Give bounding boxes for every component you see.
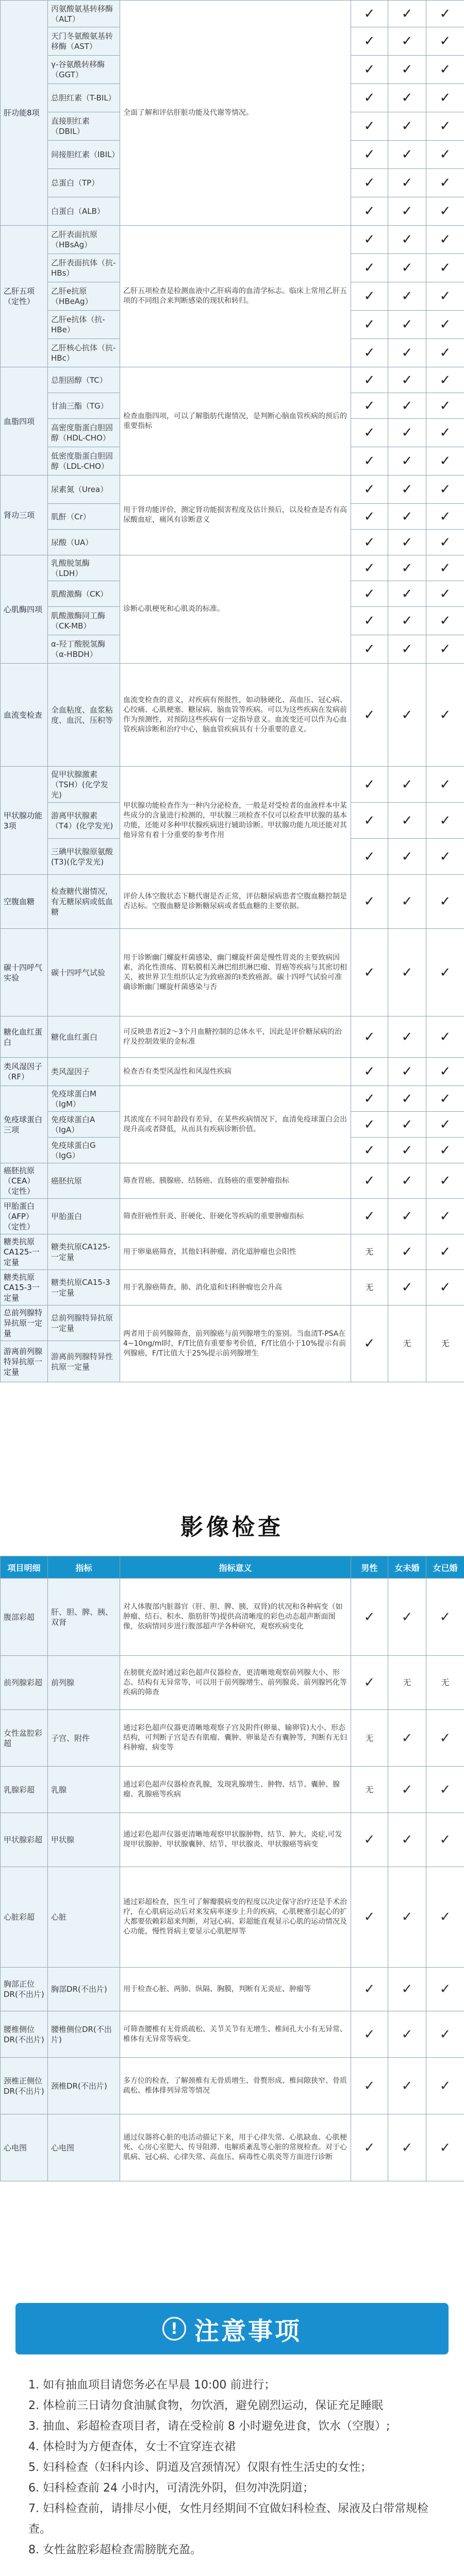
meaning-pelvic-ultrasound: 通过彩色超声仪器更清晰地观察子宫及附件(卵巢、输卵管)大小、形态结构，可判断子宫是否有肌瘤、囊肿、卵巢是否有囊肿等，判断有无妇科肿瘤、病变等	[120, 1710, 351, 1767]
check-mark: ✓	[426, 419, 464, 447]
check-mark: ✓	[426, 2058, 464, 2114]
category-immunoglobulin: 免疫球蛋白三项	[1, 1086, 48, 1163]
meaning-lumbar-dr: 可筛查腰椎有无骨质疏松、关节关节有无增生、椎间孔大小有无异常、椎体有无异常等病变。	[120, 2011, 351, 2058]
check-mark: ✓	[426, 1086, 464, 1112]
check-mark: ✓	[388, 803, 426, 839]
note-item: 6. 妇科检查前 24 小时内，可清洗外阴，但勿冲洗阴道；	[28, 2482, 314, 2495]
meaning-cardiac-ultrasound: 通过彩超检查，医生可了解瓣膜病变的程度以决定保守治疗还是手术治疗，在心肌病运动后对来发病率逐步上升的疾病，心肌梗塞引起心的扩大都要依赖彩超来判断，对冠心病、彩超能直观显示心肌的运动情况及心功能，慢性肾病主要显示心肌肥厚等	[120, 1867, 351, 1968]
note-item: 8. 女性盆腔彩超检查需膀胱充盈。	[28, 2544, 202, 2556]
check-mark: ✓	[426, 1767, 464, 1813]
check-mark: ✓	[388, 367, 426, 393]
item-ibil: 间接胆红素（IBIL）	[48, 141, 120, 169]
item-anti-hbc: 乙肝核心抗体（抗-HBc）	[48, 339, 120, 367]
check-mark: ✓	[351, 664, 388, 767]
check-mark: ✓	[426, 504, 464, 530]
notes-list	[28, 2375, 441, 2561]
check-mark: ✓	[426, 555, 464, 581]
check-mark: ✓	[351, 555, 388, 581]
item-ldl: 低密度脂蛋白胆固醇（LDL-CHO）	[48, 447, 120, 476]
meaning-c14-breath-test: 用于诊断幽门螺旋杆菌感染，幽门螺旋杆菌是慢性胃炎的主要致病因素，消化性溃疡、胃粘膜相关淋巴组织淋巴瘤、胃癌等疾病与其密切相关，被世界卫生组织认定为致癌源的I类致癌源。碳十四呼气试验可准确诊断幽门螺旋杆菌感染与否	[120, 929, 351, 1016]
check-mark: ✓	[426, 254, 464, 282]
item-cr: 肌酐（Cr）	[48, 504, 120, 530]
check-mark: ✓	[426, 197, 464, 226]
meaning-fasting-glucose: 评价人体空腹状态下糖代谢是否正常，评估糖尿病患者空腹血糖控制是否达标。空腹血糖是诊断糖尿病或者低血糖的主要依据。	[120, 875, 351, 929]
check-mark: ✓	[426, 112, 464, 141]
check-mark: ✓	[351, 311, 388, 339]
item-fasting-glucose: 检查糖代谢情况，有无糖尿病或低血糖	[48, 875, 120, 929]
header-male: 男性	[351, 1556, 388, 1579]
check-mark: ✓	[388, 607, 426, 635]
check-mark: ✓	[426, 1163, 464, 1199]
check-mark: ✓	[351, 1656, 388, 1710]
check-mark: ✓	[426, 929, 464, 1016]
meaning-immunoglobulin: 其浓度在不同年龄段有差异，在某些疾病情况下，血清免疫球蛋白会出现升高或者降低，从而具有疾病诊断价值。	[120, 1086, 351, 1163]
notes-banner	[15, 2303, 449, 2354]
meaning-ca125: 用于卵巢癌筛查，其他妇科肿瘤、消化道肿瘤也会阳性	[120, 1234, 351, 1270]
item-ca125: 糖类抗原CA125-一定量	[48, 1234, 120, 1270]
check-mark: ✓	[351, 112, 388, 141]
item-prostate-ultrasound: 前列腺	[48, 1656, 120, 1710]
category-lumbar-dr: 腰椎侧位DR(不出片)	[1, 2011, 48, 2058]
item-tsh: 促甲状腺激素（TSH）(化学发光)	[48, 767, 120, 803]
header-category: 项目明细	[1, 1556, 48, 1579]
item-ua: 尿酸（UA）	[48, 530, 120, 555]
check-mark: ✓	[388, 1234, 426, 1270]
category-cardiac-ultrasound: 心脏彩超	[1, 1867, 48, 1968]
item-blood-rheology: 全血粘度、血浆粘度、血沉、压积等	[48, 664, 120, 767]
item-anti-hbe: 乙肝e抗体（抗-HBe）	[48, 311, 120, 339]
check-mark: ✓	[351, 929, 388, 1016]
check-mark: ✓	[388, 226, 426, 254]
item-hbdh: α-羟丁酸脱氢酶（α-HBDH）	[48, 635, 120, 664]
meaning-breast-ultrasound: 通过彩色超声仪器检查乳腺，发现乳腺增生、肿物、结节、囊肿、腺瘤、乳腺癌等疾病	[120, 1767, 351, 1813]
meaning-rheumatoid-factor: 检查否有类型风湿性和风湿性疾病	[120, 1058, 351, 1086]
check-mark: ✓	[388, 664, 426, 767]
check-mark: ✓	[351, 393, 388, 419]
meaning-blood-rheology: 血流变检查的意义，对疾病有预报性，如动脉硬化、高血压、冠心病、心绞痛、心肌梗塞、糖尿病、脑血管等疾病。可以为这些疾病在发病前作为预测性，对预防这些疾病有一定指导意义。血流变还可以作为心血管疾病诊断和治疗中心，脑血管疾病具有十分重要的意义。	[120, 664, 351, 767]
check-mark: ✓	[351, 27, 388, 56]
check-mark: ✓	[351, 282, 388, 311]
category-pelvic-ultrasound: 女性盆腔彩超	[1, 1710, 48, 1767]
meaning-abdominal-ultrasound: 对人体腹部内脏器官（肝、胆、脾、胰、双肾)的状况和各种病变（如肿瘤、结石、积水、脂肪肝等)提供高清晰度的彩色动态超声断面图像，依病情同步进行腹部超声学各种研究，观察疾病变化	[120, 1579, 351, 1656]
item-hdl: 高密度脂蛋白胆固醇（HDL-CHO）	[48, 419, 120, 447]
category-thyroid: 甲状腺功能3项	[1, 767, 48, 875]
category-ca153: 糖类抗原CA15-3一定量	[1, 1270, 48, 1306]
meaning-psa: 两者用于前列腺筛查，前列腺癌与前列腺增生的鉴别。当血清T-PSA在4~10ng/ml时，F/T比值有重要参考价值，F/T比值小于10%提示有前列腺癌，F/T比值大于25%提示前列腺增生	[120, 1306, 351, 1382]
item-thyroid-ultrasound: 甲状腺	[48, 1813, 120, 1867]
item-ldh: 乳酸脱氢酶（LDH）	[48, 555, 120, 581]
check-mark: ✓	[426, 1058, 464, 1086]
category-prostate-ultrasound: 前列腺彩超	[1, 1656, 48, 1710]
check-mark: ✓	[426, 664, 464, 767]
check-mark: ✓	[388, 476, 426, 504]
check-mark: ✓	[426, 767, 464, 803]
category-lipids: 血脂四项	[1, 367, 48, 476]
category-cardiac-enzymes: 心肌酶四项	[1, 555, 48, 664]
female-married-none: 无	[426, 1656, 464, 1710]
item-free-psa: 游离前列腺特异性抗原一定量	[48, 1341, 120, 1382]
check-mark: ✓	[426, 839, 464, 875]
check-mark: ✓	[351, 254, 388, 282]
meaning-lipids: 检查血脂四项，可以了解脂肪代谢情况，是判断心脑血管疾病的预后的重要指标	[120, 367, 351, 476]
check-mark: ✓	[351, 1579, 388, 1656]
check-mark: ✓	[426, 1867, 464, 1968]
check-mark: ✓	[426, 84, 464, 112]
check-mark: ✓	[388, 56, 426, 84]
check-mark: ✓	[426, 1112, 464, 1138]
check-mark: ✓	[351, 504, 388, 530]
check-mark: ✓	[388, 447, 426, 476]
item-ast: 天门冬氨酸氨基转移酶（AST）	[48, 27, 120, 56]
meaning-chest-dr: 用于检查心脏、两肺、纵隔、胸膜，判断有无炎症、肿瘤等	[120, 1968, 351, 2011]
check-mark: ✓	[388, 635, 426, 664]
check-mark: ✓	[388, 504, 426, 530]
check-mark: ✓	[351, 2058, 388, 2114]
check-mark: ✓	[388, 1199, 426, 1234]
check-mark: ✓	[426, 339, 464, 367]
meaning-renal: 用于肾功能评价，测定肾功能损害程度及估计预后，以及检查是否有高尿酸血症，痛风有诊断意义	[120, 476, 351, 555]
check-mark: ✓	[388, 839, 426, 875]
meaning-hba1c: 可反映患者近2～3个月血糖控制的总体水平，因此是评价糖尿病的治疗及控制效果的金标准	[120, 1016, 351, 1058]
check-mark: ✓	[388, 27, 426, 56]
category-afp: 甲胎蛋白（AFP）（定性）	[1, 1199, 48, 1234]
item-abdominal-ultrasound: 肝、胆、脾、胰、双肾	[48, 1579, 120, 1656]
note-item: 3. 抽血、彩超检查项目者，请在受检前 8 小时避免进食，饮水（空腹）;	[28, 2420, 390, 2433]
check-mark: ✓	[351, 2114, 388, 2181]
category-total-psa: 总前列腺特异抗原一定量	[1, 1306, 48, 1341]
item-ca153: 糖类抗原CA15-3一定量	[48, 1270, 120, 1306]
check-mark: ✓	[388, 254, 426, 282]
check-mark: ✓	[351, 803, 388, 839]
check-mark: ✓	[351, 141, 388, 169]
meaning-afp: 筛查肝癌性肝炎、肝硬化、肝硬化等疾病的重要肿瘤指标	[120, 1199, 351, 1234]
check-mark: ✓	[351, 581, 388, 607]
check-mark: ✓	[426, 607, 464, 635]
male-none: 无	[351, 1710, 388, 1767]
check-mark: ✓	[388, 2011, 426, 2058]
item-pelvic-ultrasound: 子宫、附件	[48, 1710, 120, 1767]
meaning-hepatitis-b: 乙肝五项检查是检测血液中乙肝病毒的血清学标志。临床上常用乙肝五项的不同组合来判断感染的现状和转归。	[120, 226, 351, 367]
category-chest-dr: 胸部正位DR(不出片)	[1, 1968, 48, 2011]
check-mark: ✓	[351, 767, 388, 803]
check-mark: ✓	[351, 875, 388, 929]
item-cervical-dr: 颈椎DR(不出片)	[48, 2058, 120, 2114]
check-mark: ✓	[388, 1016, 426, 1058]
check-mark: ✓	[351, 1086, 388, 1112]
check-mark: ✓	[388, 1710, 426, 1767]
meaning-liver: 全面了解和评估肝脏功能及代谢等情况。	[120, 1, 351, 226]
item-ft4: 游离甲状腺素（T4）(化学发光)	[48, 803, 120, 839]
category-renal: 肾功三项	[1, 476, 48, 555]
check-mark: ✓	[426, 803, 464, 839]
category-blood-rheology: 血流变检查	[1, 664, 48, 767]
check-mark: ✓	[426, 27, 464, 56]
check-mark: ✓	[351, 1813, 388, 1867]
check-mark: ✓	[351, 530, 388, 555]
check-mark: ✓	[351, 1138, 388, 1163]
check-mark: ✓	[351, 169, 388, 197]
check-mark: ✓	[426, 1968, 464, 2011]
check-mark: ✓	[388, 1813, 426, 1867]
check-mark: ✓	[426, 1138, 464, 1163]
check-mark: ✓	[388, 311, 426, 339]
check-mark: ✓	[426, 169, 464, 197]
check-mark: ✓	[351, 197, 388, 226]
check-mark: ✓	[426, 311, 464, 339]
check-mark: ✓	[388, 1112, 426, 1138]
item-ecg: 心电图	[48, 2114, 120, 2181]
check-mark: ✓	[426, 476, 464, 504]
check-mark: ✓	[426, 1579, 464, 1656]
check-mark: ✓	[351, 1867, 388, 1968]
check-mark: ✓	[351, 367, 388, 393]
note-item: 1. 如有抽血项目请您务必在早晨 10:00 前进行；	[28, 2379, 276, 2392]
category-free-psa: 游离前列腺特异抗原一定量	[1, 1341, 48, 1382]
header-meaning: 指标意义	[120, 1556, 351, 1579]
item-tg: 甘油三酯（TG）	[48, 393, 120, 419]
check-mark: ✓	[388, 112, 426, 141]
check-mark: ✓	[388, 1163, 426, 1199]
check-mark: ✓	[351, 2011, 388, 2058]
female-unmarried-none: 无	[388, 1306, 426, 1382]
check-mark: ✓	[388, 141, 426, 169]
check-mark: ✓	[351, 635, 388, 664]
check-mark: ✓	[388, 84, 426, 112]
check-mark: ✓	[426, 226, 464, 254]
item-alt: 丙氨酸氨基转移酶（ALT）	[48, 1, 120, 27]
item-anti-hbs: 乙肝表面抗体（抗-HBs）	[48, 254, 120, 282]
category-fasting-glucose: 空腹血糖	[1, 875, 48, 929]
check-mark: ✓	[388, 1867, 426, 1968]
item-alb: 白蛋白（ALB）	[48, 197, 120, 226]
meaning-cea: 筛查胃癌、胰腺癌、结肠癌、直肠癌的重要肿瘤指标	[120, 1163, 351, 1199]
imaging-section-title: 影像检查	[180, 1514, 284, 1540]
category-abdominal-ultrasound: 腹部彩超	[1, 1579, 48, 1656]
check-mark: ✓	[388, 169, 426, 197]
check-mark: ✓	[351, 226, 388, 254]
item-c14-breath-test: 碳十四呼气试验	[48, 929, 120, 1016]
check-mark: ✓	[426, 1, 464, 27]
item-hbsag: 乙肝表面抗原（HBsAg）	[48, 226, 120, 254]
check-mark: ✓	[388, 875, 426, 929]
meaning-thyroid: 甲状腺功能检查作为一种内分泌检查，一般是对受检者的血液样本中某些成分的含量进行检测的，甲状腺三项检查不仅可以检查甲状腺的基本功能，还能对多种甲状腺疾病进行辅助诊断。甲状腺功能九项还能对其他异常有着十分重要的参考作用	[120, 767, 351, 875]
header-female-married: 女已婚	[426, 1556, 464, 1579]
check-mark: ✓	[388, 1968, 426, 2011]
check-mark: ✓	[388, 1, 426, 27]
check-mark: ✓	[388, 929, 426, 1016]
category-cervical-dr: 颈椎正侧位DR(不出片)	[1, 2058, 48, 2114]
check-mark: ✓	[426, 1813, 464, 1867]
check-mark: ✓	[388, 581, 426, 607]
check-mark: ✓	[426, 1199, 464, 1234]
check-mark: ✓	[426, 2011, 464, 2058]
check-mark: ✓	[388, 1138, 426, 1163]
check-mark: ✓	[388, 393, 426, 419]
check-mark: ✓	[351, 1, 388, 27]
item-breast-ultrasound: 乳腺	[48, 1767, 120, 1813]
check-mark: ✓	[388, 282, 426, 311]
check-mark: ✓	[426, 581, 464, 607]
male-none: 无	[351, 1234, 388, 1270]
item-igg: 免疫球蛋白G（IgG）	[48, 1138, 120, 1163]
category-rheumatoid-factor: 类风湿因子（RF）	[1, 1058, 48, 1086]
item-hbeag: 乙肝e抗原（HBeAg）	[48, 282, 120, 311]
meaning-thyroid-ultrasound: 通过彩色超声仪器更清晰地观察甲状腺肿物、结节、肿大、炎症,可发现甲状腺肿、甲状腺囊肿、结节、甲状腺炎、甲状腺癌等病变	[120, 1813, 351, 1867]
item-hba1c: 糖化血红蛋白	[48, 1016, 120, 1058]
check-mark: ✓	[388, 530, 426, 555]
check-mark: ✓	[426, 447, 464, 476]
check-mark: ✓	[351, 1112, 388, 1138]
exclamation-icon: !	[162, 2317, 186, 2341]
check-mark: ✓	[426, 875, 464, 929]
check-mark: ✓	[351, 607, 388, 635]
check-mark: ✓	[351, 1306, 388, 1382]
check-mark: ✓	[351, 447, 388, 476]
check-mark: ✓	[351, 1016, 388, 1058]
category-hepatitis-b: 乙肝五项（定性）	[1, 226, 48, 367]
item-afp: 甲胎蛋白	[48, 1199, 120, 1234]
category-c14-breath-test: 碳十四呼气实验	[1, 929, 48, 1016]
meaning-ca153: 用于乳腺癌筛查，肺、消化道和妇科肿瘤也会升高	[120, 1270, 351, 1306]
item-chest-dr: 胸部DR(不出片)	[48, 1968, 120, 2011]
female-married-none: 无	[426, 1306, 464, 1382]
meaning-prostate-ultrasound: 在膀胱充盈时通过彩色超声仪器检查，更清晰地观察前列腺大小、形态、结构有无异常等，可以用于前列腺增生、前列腺炎、前列腺钙化等疾病的筛查	[120, 1656, 351, 1710]
category-thyroid-ultrasound: 甲状腺彩超	[1, 1813, 48, 1867]
category-ca125: 糖类抗原CA125-一定量	[1, 1234, 48, 1270]
imaging-table	[0, 1556, 464, 2181]
item-ck-mb: 肌酸激酶同工酶（CK-MB）	[48, 607, 120, 635]
check-mark: ✓	[351, 419, 388, 447]
item-cardiac-ultrasound: 心脏	[48, 1867, 120, 1968]
item-ggt: γ-谷氨酰转移酶（GGT）	[48, 56, 120, 84]
check-mark: ✓	[388, 419, 426, 447]
check-mark: ✓	[388, 1086, 426, 1112]
check-mark: ✓	[388, 197, 426, 226]
category-cea: 癌胚抗原（CEA）（定性）	[1, 1163, 48, 1199]
item-rheumatoid-factor: 类风湿因子	[48, 1058, 120, 1086]
check-mark: ✓	[388, 2114, 426, 2181]
meaning-cervical-dr: 多方位的检查，了解颈椎有无骨质增生、骨赘形成、椎间隙狭窄、骨质疏松、椎体排列异常等情况	[120, 2058, 351, 2114]
note-item: 4. 体检时为方便查体，女士不宜穿连衣裙	[28, 2441, 236, 2453]
category-breast-ultrasound: 乳腺彩超	[1, 1767, 48, 1813]
check-mark: ✓	[388, 1767, 426, 1813]
meaning-ecg: 通过仪器将心脏的电活动描记下来，用于心律失常、心肌缺血、心肌梗死、心房心室肥大、传导阻滞、电解质紊乱等心脏的常规检查。对于心肌病、冠心病、心律失常、高血压、病毒性心肌炎等方面进行诊断	[120, 2114, 351, 2181]
item-dbil: 直接胆红素（DBIL）	[48, 112, 120, 141]
item-urea: 尿素氮（Urea）	[48, 476, 120, 504]
category-hba1c: 糖化血红蛋白	[1, 1016, 48, 1058]
check-mark: ✓	[351, 476, 388, 504]
item-tbil: 总胆红素（T-BIL）	[48, 84, 120, 112]
check-mark: ✓	[351, 839, 388, 875]
check-mark: ✓	[351, 1058, 388, 1086]
check-mark: ✓	[426, 393, 464, 419]
notes-title: 注意事项	[194, 2316, 302, 2346]
check-mark: ✓	[351, 1163, 388, 1199]
check-mark: ✓	[388, 339, 426, 367]
note-item: 2. 体检前三日请勿食油腻食物，勿饮酒，避免剧烈运动，保证充足睡眠	[28, 2399, 383, 2412]
check-mark: ✓	[388, 1058, 426, 1086]
item-cea: 癌胚抗原	[48, 1163, 120, 1199]
item-iga: 免疫球蛋白A（IgA）	[48, 1112, 120, 1138]
check-mark: ✓	[388, 555, 426, 581]
check-mark: ✓	[388, 2058, 426, 2114]
item-ck: 肌酸激酶（CK）	[48, 581, 120, 607]
male-none: 无	[351, 1270, 388, 1306]
female-unmarried-none: 无	[388, 1656, 426, 1710]
check-mark: ✓	[426, 367, 464, 393]
item-total-psa: 总前列腺特异抗原一定量	[48, 1306, 120, 1341]
item-t3: 三碘甲状腺原氨酸(T3)(化学发光)	[48, 839, 120, 875]
check-mark: ✓	[426, 635, 464, 664]
category-ecg: 心电图	[1, 2114, 48, 2181]
category-liver: 肝功能8项	[1, 1, 48, 226]
check-mark: ✓	[388, 1579, 426, 1656]
check-mark: ✓	[426, 1234, 464, 1270]
item-tp: 总蛋白（TP）	[48, 169, 120, 197]
header-female-unmarried: 女未婚	[388, 1556, 426, 1579]
check-mark: ✓	[426, 56, 464, 84]
item-lumbar-dr: 腰椎侧位DR(不出片)	[48, 2011, 120, 2058]
check-mark: ✓	[426, 1710, 464, 1767]
check-mark: ✓	[351, 56, 388, 84]
check-mark: ✓	[388, 767, 426, 803]
check-mark: ✓	[426, 1016, 464, 1058]
meaning-cardiac-enzymes: 诊断心肌梗死和心肌炎的标准。	[120, 555, 351, 664]
header-item: 指标	[48, 1556, 120, 1579]
item-igm: 免疫球蛋白M（IgM）	[48, 1086, 120, 1112]
check-mark: ✓	[426, 2114, 464, 2181]
male-none: 无	[351, 1767, 388, 1813]
item-tc: 总胆固醇（TC）	[48, 367, 120, 393]
note-item: 5. 妇科检查（妇科内诊、阴道及宫颈情况）仅限有性生活史的女性；	[28, 2461, 372, 2474]
check-mark: ✓	[351, 84, 388, 112]
note-item: 7. 妇科检查前，请排尽小便，女性月经期间不宜做妇科检查、尿液及白带常规检查。	[28, 2502, 428, 2536]
check-mark: ✓	[426, 141, 464, 169]
check-mark: ✓	[351, 1968, 388, 2011]
check-mark: ✓	[426, 530, 464, 555]
check-mark: ✓	[388, 1270, 426, 1306]
check-mark: ✓	[351, 339, 388, 367]
check-mark: ✓	[426, 282, 464, 311]
check-mark: ✓	[426, 1270, 464, 1306]
check-mark: ✓	[351, 1199, 388, 1234]
